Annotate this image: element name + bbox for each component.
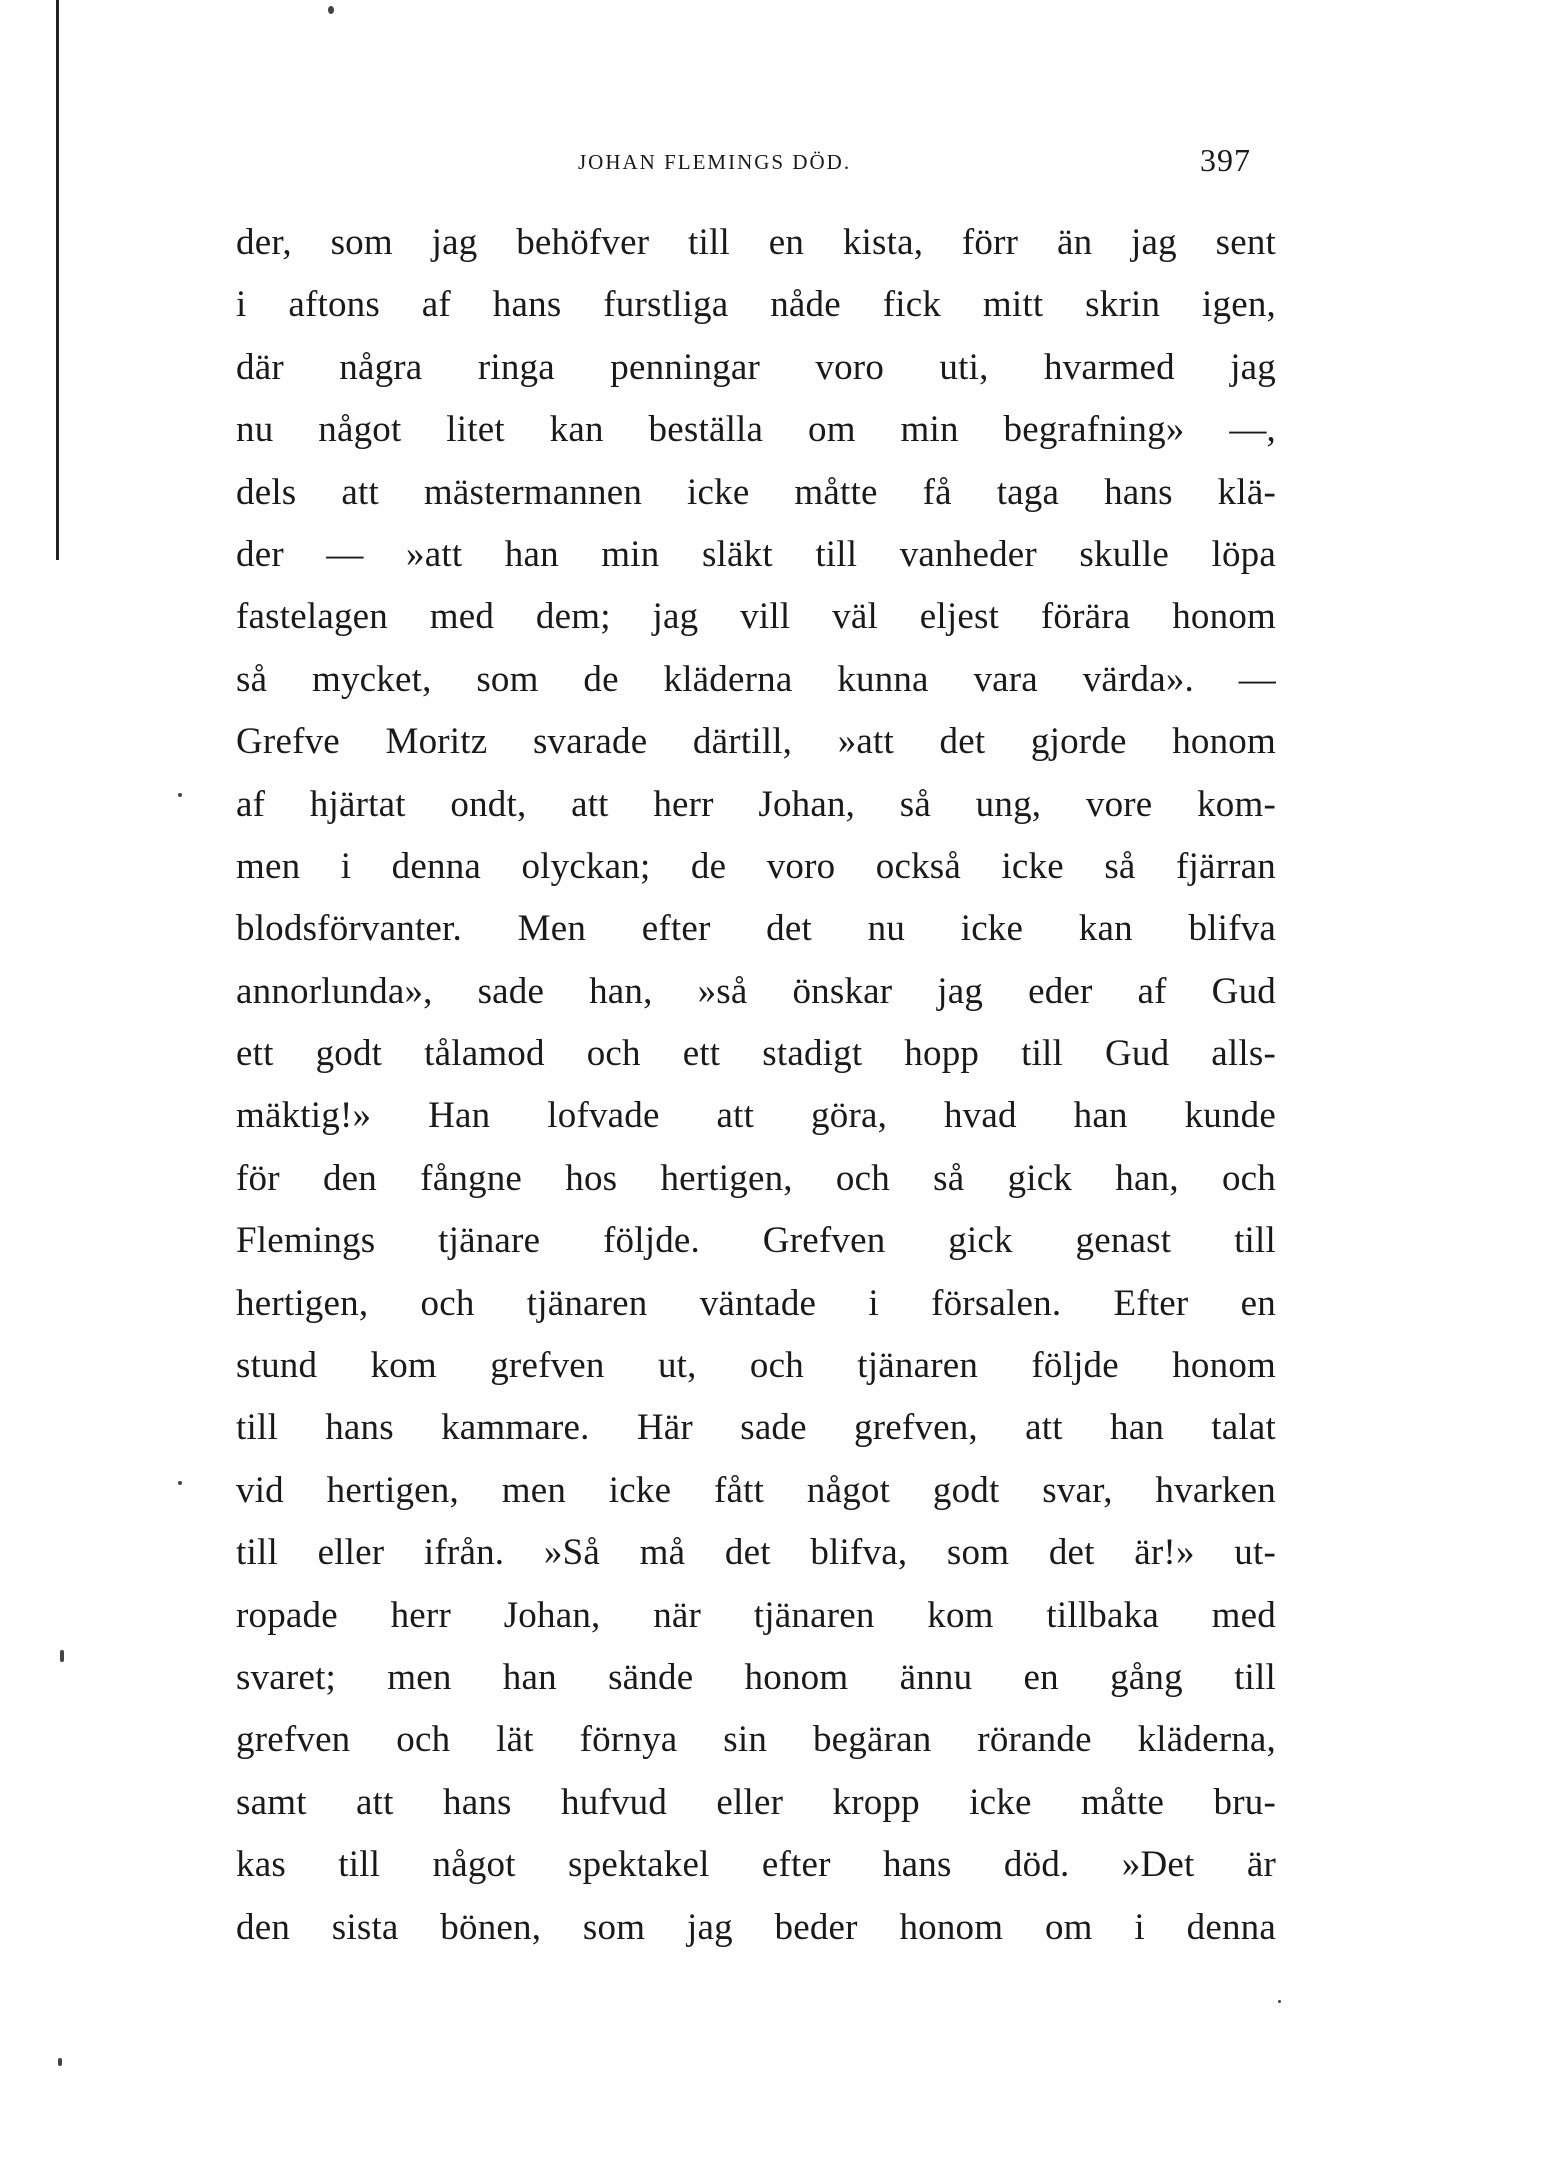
text-line: der, som jag behöfver till en kista, förr än jag sent xyxy=(236,222,1276,263)
text-line: kas till något spektakel efter hans död. »Det är xyxy=(236,1844,1276,1886)
ink-speck xyxy=(58,2058,62,2066)
text-line: Grefve Moritz svarade därtill, »att det gjorde honom xyxy=(236,721,1276,763)
text-line: ropade herr Johan, när tjänaren kom tillbaka med xyxy=(236,1594,1276,1636)
text-line: men i denna olyckan; de voro också icke så fjärran xyxy=(236,845,1276,887)
text-line: så mycket, som de kläderna kunna vara värda». — xyxy=(236,658,1276,700)
text-line: vid hertigen, men icke fått något godt svar, hvarken xyxy=(236,1469,1276,1511)
ink-speck xyxy=(1278,2000,1281,2003)
running-head xyxy=(0,142,1568,182)
text-line: i aftons af hans furstliga nåde fick mitt skrin igen, xyxy=(236,284,1276,326)
running-title: JOHAN FLEMINGS DÖD. xyxy=(578,150,852,174)
text-line: för den fångne hos hertigen, och så gick han, och xyxy=(236,1157,1276,1199)
text-line: mäktig!» Han lofvade att göra, hvad han kunde xyxy=(236,1095,1276,1137)
text-line: grefven och lät förnya sin begäran rörande kläderna, xyxy=(236,1719,1276,1761)
text-line: stund kom grefven ut, och tjänaren följde honom xyxy=(236,1345,1276,1387)
text-line: annorlunda», sade han, »så önskar jag eder af Gud xyxy=(236,970,1276,1012)
text-line: svaret; men han sände honom ännu en gång till xyxy=(236,1656,1276,1698)
text-line: samt att hans hufvud eller kropp icke måtte bru- xyxy=(236,1781,1276,1823)
binding-edge-line xyxy=(56,0,59,560)
text-line: hertigen, och tjänaren väntade i försalen. Efter en xyxy=(236,1282,1276,1324)
text-line: af hjärtat ondt, att herr Johan, så ung, vore kom- xyxy=(236,783,1276,825)
text-line: fastelagen med dem; jag vill väl eljest förära honom xyxy=(236,596,1276,638)
text-line: den sista bönen, som jag beder honom om i denna xyxy=(236,1906,1276,1948)
page-number: 397 xyxy=(1200,142,1251,178)
text-line: Flemings tjänare följde. Grefven gick genast till xyxy=(236,1220,1276,1262)
body-text xyxy=(236,212,1276,1959)
text-line: till eller ifrån. »Så må det blifva, som det är!» ut- xyxy=(236,1532,1276,1574)
text-line: blodsförvanter. Men efter det nu icke kan blifva xyxy=(236,908,1276,950)
ink-speck xyxy=(178,1481,182,1485)
text-line: där några ringa penningar voro uti, hvarmed jag xyxy=(236,346,1276,388)
ink-speck xyxy=(178,793,182,797)
text-line: der — »att han min släkt till vanheder skulle löpa xyxy=(236,533,1276,575)
text-line: nu något litet kan beställa om min begrafning» —, xyxy=(236,409,1276,451)
text-line: dels att mästermannen icke måtte få taga hans klä- xyxy=(236,471,1276,513)
text-line: till hans kammare. Här sade grefven, att han talat xyxy=(236,1407,1276,1449)
ink-speck xyxy=(328,6,334,14)
text-line: ett godt tålamod och ett stadigt hopp till Gud alls- xyxy=(236,1033,1276,1075)
ink-speck xyxy=(60,1650,64,1662)
